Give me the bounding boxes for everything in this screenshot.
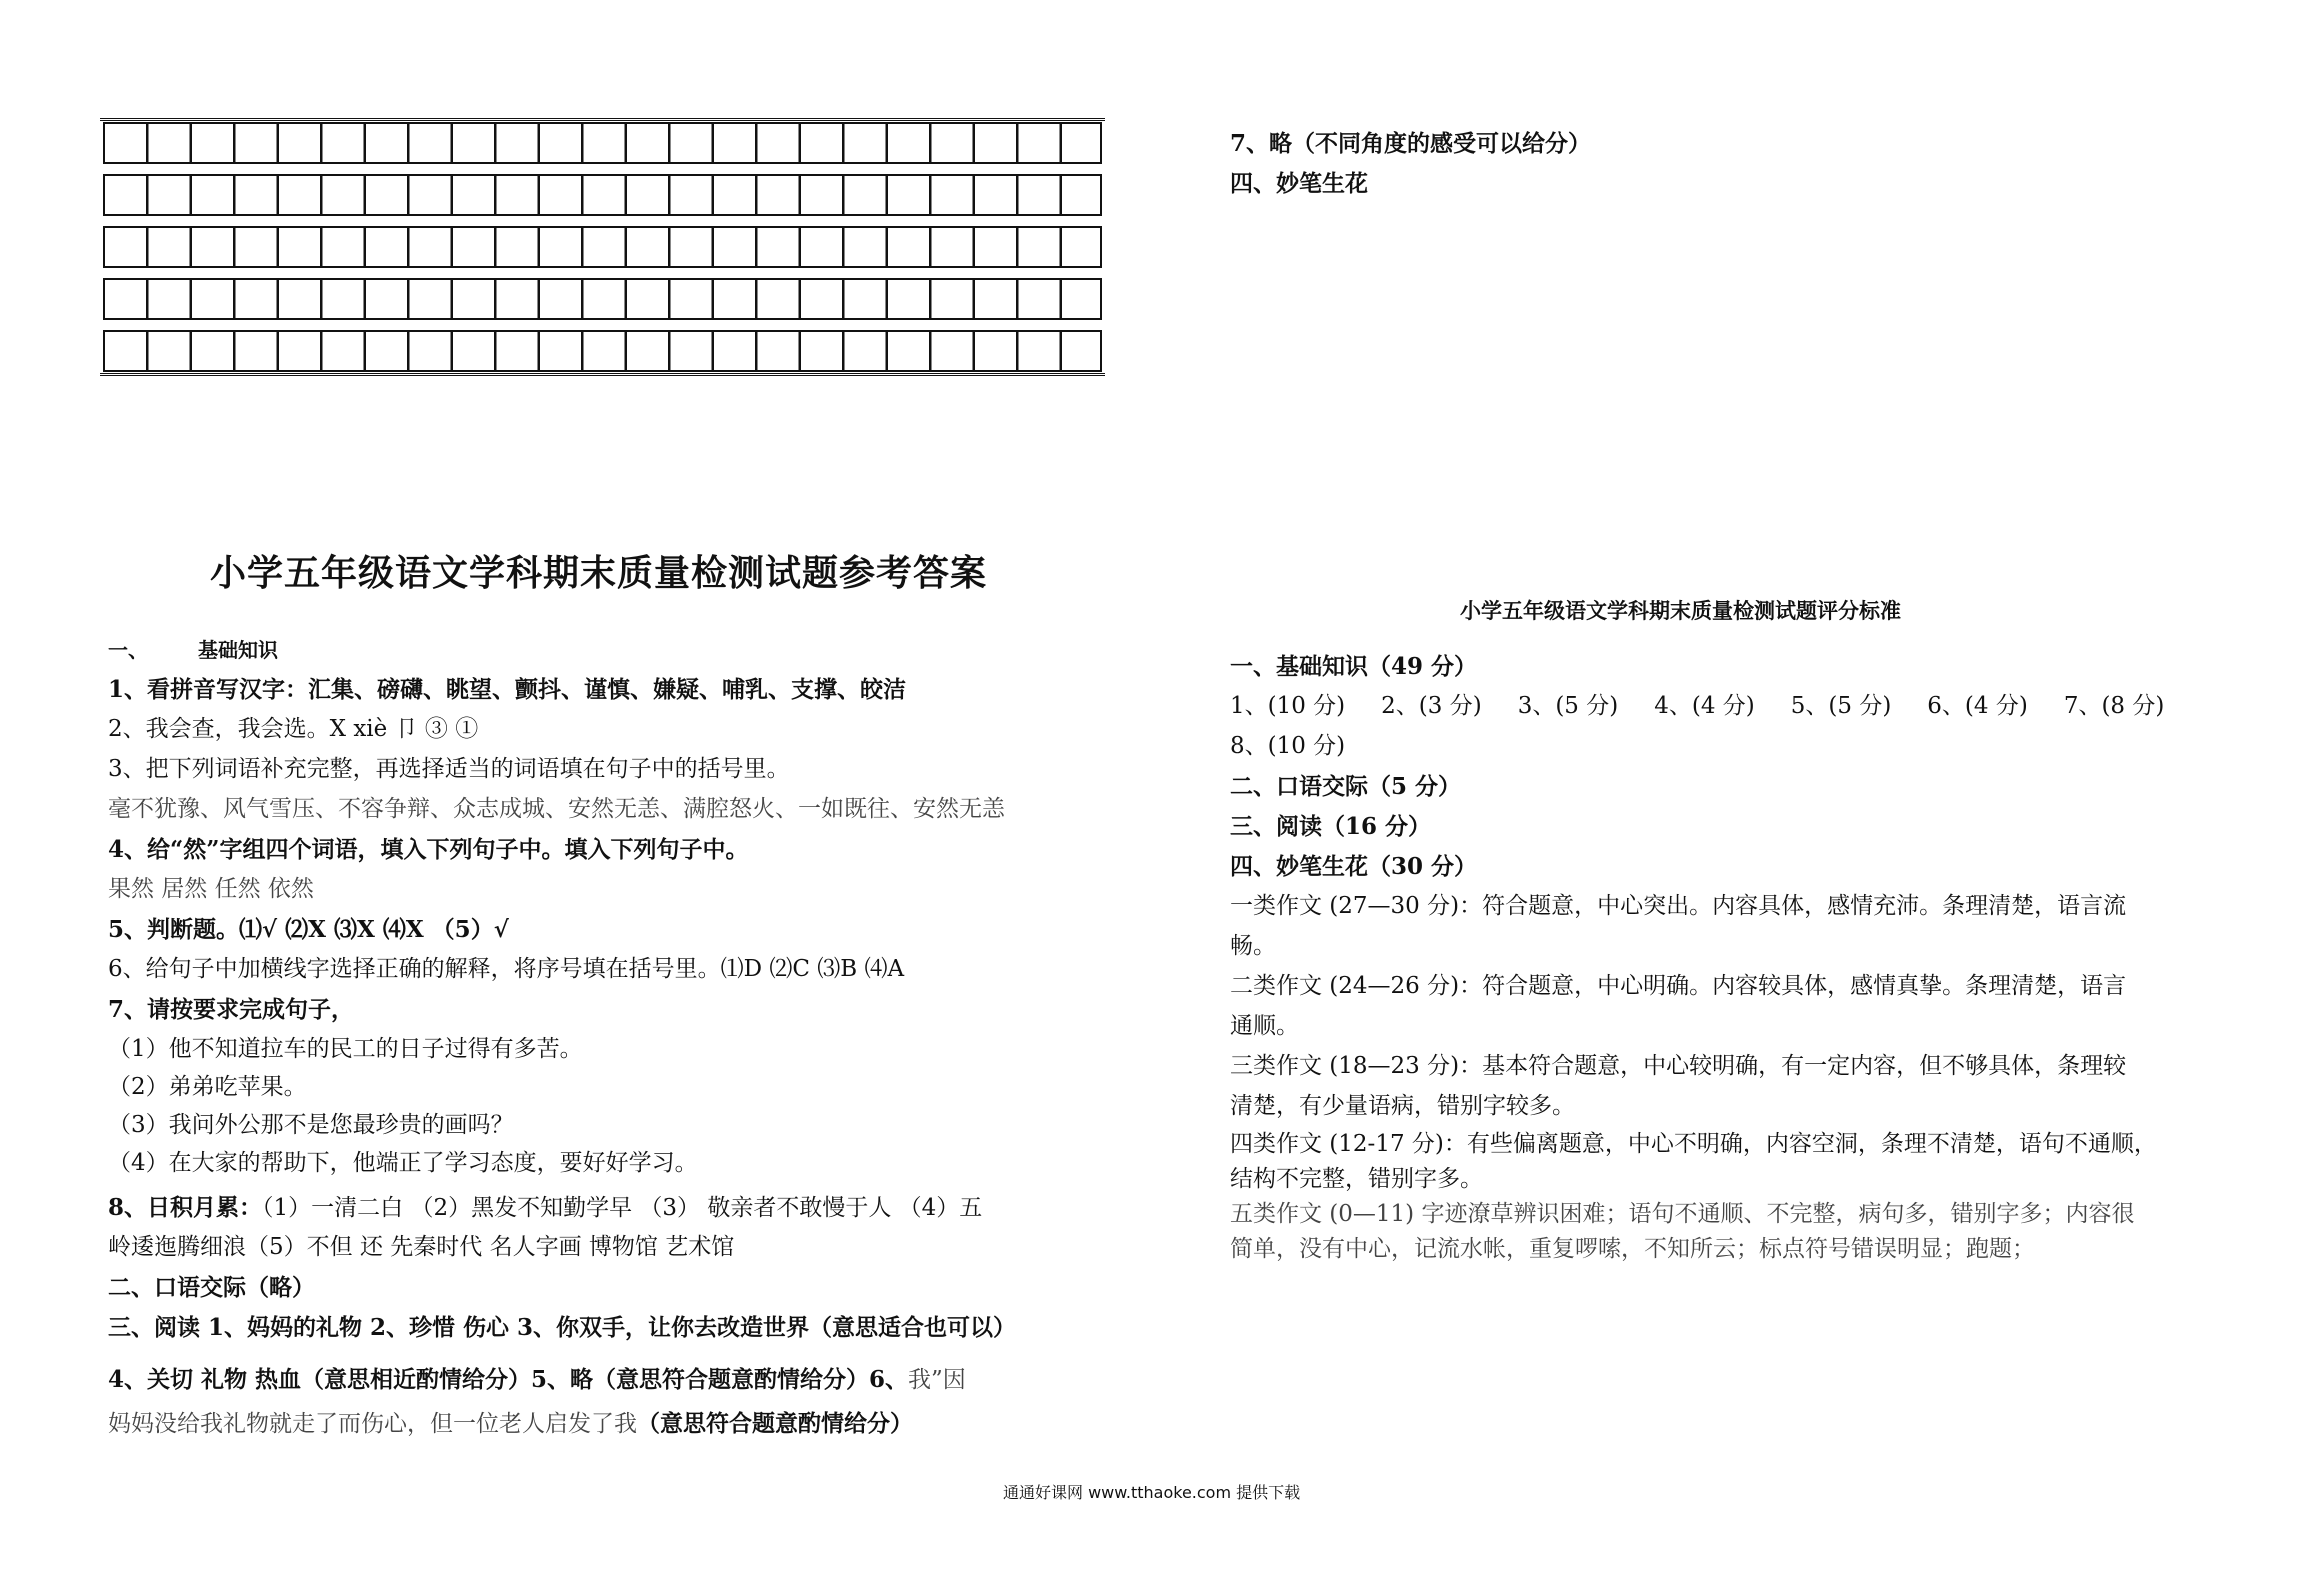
grid-row <box>100 326 1105 376</box>
section3-answer-cont: 妈妈没给我礼物就走了而伤心，但一位老人启发了我（意思符合题意酌情给分） <box>108 1410 913 1437</box>
section3-answer-cont: 4、关切 礼物 热血（意思相近酌情给分）5、略（意思符合题意酌情给分）6、我”因 <box>108 1366 966 1393</box>
q7-answer: 7、略（不同角度的感受可以给分） <box>1230 130 1592 157</box>
q8-answer-cont: 岭逶迤腾细浪（5）不但 还 先秦时代 名人字画 博物馆 艺术馆 <box>108 1234 735 1260</box>
q7-item: （4）在大家的帮助下，他端正了学习态度，要好好学习。 <box>108 1150 698 1176</box>
essay-level-3-cont: 清楚，有少量语病，错别字较多。 <box>1230 1093 1575 1119</box>
grading-section1: 一、基础知识（49 分） <box>1230 653 1478 680</box>
q3-answer: 毫不犹豫、风气雪压、不容争辩、众志成城、安然无恙、满腔怒火、一如既往、安然无恙 <box>108 796 1005 822</box>
grading-section4: 四、妙笔生花（30 分） <box>1230 853 1478 880</box>
answer-key-title: 小学五年级语文学科期末质量检测试题参考答案 <box>210 552 988 594</box>
grading-standard-title: 小学五年级语文学科期末质量检测试题评分标准 <box>1460 598 1901 623</box>
grading-section3: 三、阅读（16 分） <box>1230 813 1432 840</box>
essay-level-4-cont: 结构不完整，错别字多。 <box>1230 1166 1483 1192</box>
grading-section2: 二、口语交际（5 分） <box>1230 773 1462 800</box>
essay-level-5: 五类作文 (0—11) 字迹潦草辨识困难；语句不通顺、不完整，病句多，错别字多；内容很 <box>1230 1201 2135 1227</box>
footer-source: 通通好课网 www.tthaoke.com 提供下载 <box>1003 1483 1301 1502</box>
grid-row <box>100 170 1105 220</box>
q7-item: （2）弟弟吃苹果。 <box>108 1074 307 1100</box>
grid-row <box>100 118 1105 168</box>
right-column <box>1230 0 2230 1595</box>
section4-heading: 四、妙笔生花 <box>1230 170 1368 197</box>
q7-item: （3）我问外公那不是您最珍贵的画吗？ <box>108 1112 514 1138</box>
essay-level-5-cont: 简单，没有中心，记流水帐，重复啰嗦，不知所云；标点符号错误明显；跑题； <box>1230 1236 2035 1262</box>
essay-level-1: 一类作文 (27—30 分)：符合题意，中心突出。内容具体，感情充沛。条理清楚，语言流 <box>1230 893 2127 919</box>
grid-row <box>100 274 1105 324</box>
essay-level-3: 三类作文 (18—23 分)：基本符合题意，中心较明确，有一定内容，但不够具体，条理较 <box>1230 1053 2127 1079</box>
score-item: 2、(3 分) <box>1381 693 1482 719</box>
score-item: 5、(5 分) <box>1790 693 1892 719</box>
q2-answer: 2、我会查，我会选。X xiè 卩 ③ ① <box>108 716 479 742</box>
q3-prompt: 3、把下列词语补充完整，再选择适当的词语填在句子中的括号里。 <box>108 756 790 782</box>
essay-level-4: 四类作文 (12-17 分)：有些偏离题意，中心不明确，内容空洞，条理不清楚，语句不通顺， <box>1230 1131 2157 1157</box>
left-column <box>100 0 1110 1595</box>
essay-level-2-cont: 通顺。 <box>1230 1013 1299 1039</box>
q6-answer: 6、给句子中加横线字选择正确的解释，将序号填在括号里。⑴D ⑵C ⑶B ⑷A <box>108 956 905 982</box>
score-item: 1、(10 分) <box>1230 693 1346 719</box>
q4-prompt: 4、给“然”字组四个词语，填入下列句子中。填入下列句子中。 <box>108 836 749 863</box>
q7-prompt: 7、请按要求完成句子， <box>108 996 355 1023</box>
q8-answer: 8、日积月累：（1）一清二白 （2）黑发不知勤学早 （3） 敬亲者不敢慢于人 （4）五 <box>108 1194 983 1221</box>
score-item: 3、(5 分) <box>1517 693 1619 719</box>
score-item: 8、(10 分) <box>1230 733 1346 759</box>
score-item: 6、(4 分) <box>1927 693 2028 719</box>
section3-answer: 三、阅读 1、妈妈的礼物 2、珍惜 伤心 3、你双手，让你去改造世界（意思适合也可以） <box>108 1314 1017 1341</box>
grid-row <box>100 222 1105 272</box>
essay-level-1-cont: 畅。 <box>1230 933 1276 959</box>
q4-answer: 果然 居然 任然 依然 <box>108 876 314 902</box>
score-item: 4、(4 分) <box>1654 693 1755 719</box>
q5-answer: 5、判断题。⑴√ ⑵X ⑶X ⑷X （5）√ <box>108 916 509 943</box>
q1-answer: 1、看拼音写汉字：汇集、磅礴、眺望、颤抖、谨慎、嫌疑、哺乳、支撑、皎洁 <box>108 676 907 703</box>
section1-heading: 一、 基础知识 <box>108 638 278 662</box>
score-item: 7、(8 分) <box>2063 693 2165 719</box>
q7-item: （1）他不知道拉车的民工的日子过得有多苦。 <box>108 1036 583 1062</box>
score-list <box>1230 695 2164 718</box>
essay-level-2: 二类作文 (24—26 分)：符合题意，中心明确。内容较具体，感情真挚。条理清楚，语言 <box>1230 973 2127 999</box>
section2-answer: 二、口语交际（略） <box>108 1274 315 1301</box>
